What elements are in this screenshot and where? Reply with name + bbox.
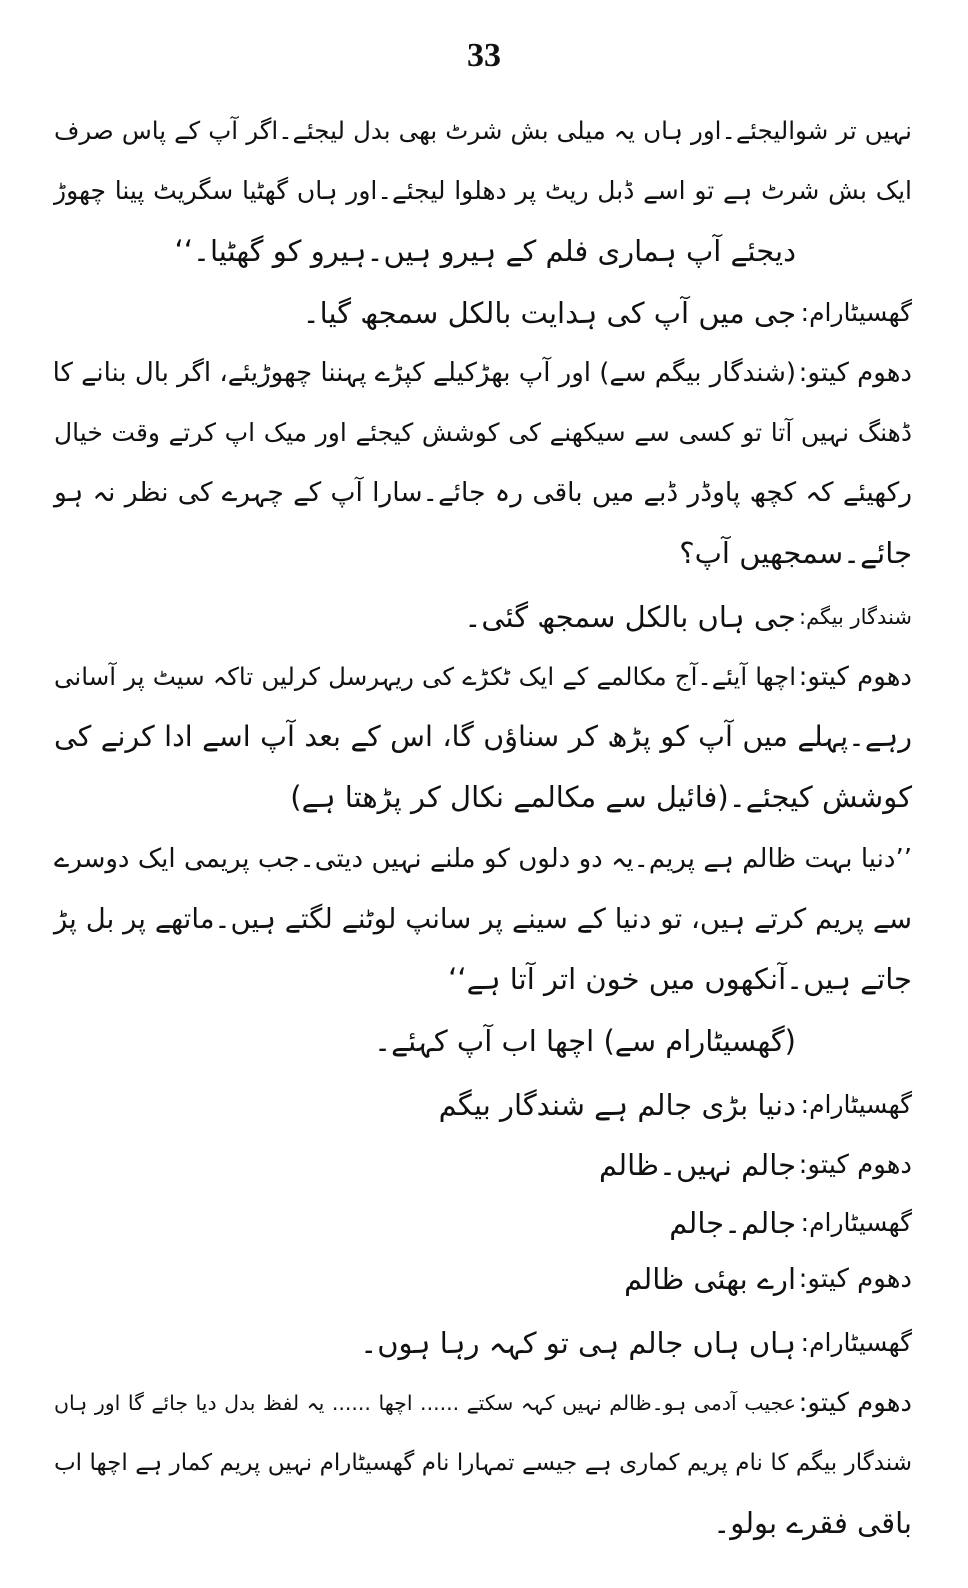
speaker-name: دھوم کیتو: xyxy=(798,662,912,692)
speaker-name: دھوم کیتو: xyxy=(798,358,912,388)
text-line: ڈھنگ نہیں آتا تو کسی سے سیکھنے کی کوشش کیجئے اور میک اپ کرتے وقت خیال xyxy=(54,418,912,447)
speaker-name: گھسیٹارام: xyxy=(800,1328,912,1357)
text-line: نہیں تر شوالیجئے۔اور ہاں یہ میلی بش شرٹ بھی بدل لیجئے۔اگر آپ کے پاس صرف xyxy=(54,116,912,145)
speaker-name: دھوم کیتو: xyxy=(798,1150,912,1180)
text-line: رہے۔پہلے میں آپ کو پڑھ کر سناؤں گا، اس کے بعد آپ اسے ادا کرنے کی xyxy=(54,720,912,753)
speaker-name: شندگار بیگم: xyxy=(799,605,912,629)
text-line: دیجئے آپ ہماری فلم کے ہیرو ہیں۔ہیرو کو گھٹیا۔‘‘ xyxy=(174,234,796,268)
text-line: جائے۔سمجھیں آپ؟ xyxy=(679,536,912,570)
dialogue-line: (شندگار بیگم سے) اور آپ بھڑکیلے کپڑے پہننا چھوڑیئے، اگر بال بنانے کا xyxy=(52,358,796,388)
speaker-name: دھوم کیتو: xyxy=(798,1388,912,1418)
dialogue-line: اچھا آیئے۔آج مکالمے کے ایک ٹکڑے کی ریہرسل کرلیں تاکہ سیٹ پر آسانی xyxy=(54,662,796,691)
dialogue-line: جالم نہیں۔ظالم xyxy=(598,1148,796,1182)
page-number: 33 xyxy=(467,37,501,74)
speaker-name: دھوم کیتو: xyxy=(798,1264,912,1294)
text-line: رکھیئے کہ کچھ پاوڈر ڈبے میں باقی رہ جائے۔سارا آپ کے چہرے کی نظر نہ ہو xyxy=(54,477,912,508)
text-line: ’’دنیا بہت ظالم ہے پریم۔یہ دو دلوں کو ملنے نہیں دیتی۔جب پریمی ایک دوسرے xyxy=(54,844,912,874)
text-line: سے پریم کرتے ہیں، تو دنیا کے سینے پر سانپ لوٹنے لگتے ہیں۔ماتھے پر بل پڑ xyxy=(54,903,912,935)
text-line: باقی فقرے بولو۔ xyxy=(713,1506,912,1540)
stage-direction: (گھسیٹارام سے) اچھا اب آپ کہئے۔ xyxy=(374,1024,796,1058)
dialogue-line: جی ہاں بالکل سمجھ گئی۔ xyxy=(464,600,796,634)
dialogue-line: جی میں آپ کی ہدایت بالکل سمجھ گیا۔ xyxy=(302,296,796,330)
speaker-name: گھسیٹارام: xyxy=(800,1208,912,1237)
dialogue-line: ہاں ہاں جالم ہی تو کہہ رہا ہوں۔ xyxy=(360,1326,796,1360)
text-line: کوشش کیجئے۔(فائیل سے مکالمے نکال کر پڑھتا ہے) xyxy=(290,780,912,814)
text-line: ایک بش شرٹ ہے تو اسے ڈبل ریٹ پر دھلوا لیجئے۔اور ہاں گھٹیا سگریٹ پینا چھوڑ xyxy=(54,176,912,205)
dialogue-line: ارے بھئی ظالم xyxy=(624,1262,796,1296)
dialogue-line: عجیب آدمی ہو۔ظالم نہیں کہہ سکتے ...... اچھا ...... یہ لفظ بدل دیا جائے گا اور ہاں xyxy=(54,1391,796,1415)
text-line: شندگار بیگم کا نام پریم کماری ہے جیسے تمہارا نام گھسیٹارام نہیں پریم کمار ہے اچھا اب xyxy=(54,1450,912,1476)
dialogue-line: جالم۔جالم xyxy=(669,1206,796,1240)
speaker-name: گھسیٹارام: xyxy=(800,298,912,327)
speaker-name: گھسیٹارام: xyxy=(800,1090,912,1119)
dialogue-line: دنیا بڑی جالم ہے شندگار بیگم xyxy=(438,1088,796,1122)
text-line: جاتے ہیں۔آنکھوں میں خون اتر آتا ہے‘‘ xyxy=(448,962,912,996)
